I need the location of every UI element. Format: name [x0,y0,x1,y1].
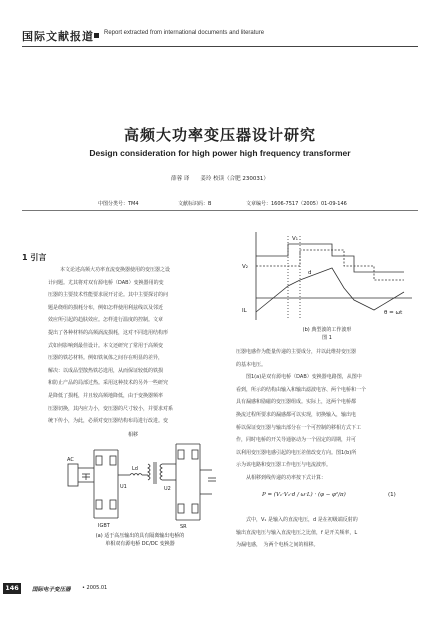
waveform-label-v1: V₁ [292,236,298,242]
caption-line: 单相双有源电桥 DC/DC 变换器 [105,541,175,547]
text-line: 具有漏感和励磁的变压器组成。实际上，这两个电桥都 [236,399,357,406]
diagram-label-u2: U2 [164,486,171,492]
text-line: 压器切换，其内应力小，变压器的尺寸较小，并要求对系 [48,405,174,412]
diagram-label-phase: 相移 [128,432,139,438]
diagram-label-ac: AC [67,457,74,463]
text-line: 换流过程所要求的漏感都可以实现，切换输入，输出电 [236,411,357,418]
text-line: 为漏电感， 为两个电桥之间的相移。 [236,542,319,549]
header-divider [22,46,418,47]
formula: P = (V₁·V₂·d / ω·L) · (φ − φ²/π) [262,492,346,498]
journal-header [22,28,418,44]
text-line: 题是绕组的损耗分布，例如怎样使用利兹线以及邻近 [48,304,164,311]
diagram-label-igbt: IGBT [98,523,110,529]
waveform-v2 [256,250,404,280]
waveform-label-il: IL [242,308,247,314]
switch-7 [178,504,184,513]
formula-number: (1) [388,492,396,498]
diagram-label-ld: Ld [132,466,138,472]
switch-8 [192,504,198,513]
inductor-ld [130,474,142,476]
text-line: 式如何影响到最佳设计。本文还研究了常用于高频变 [48,342,164,349]
section-title: 1 引言 [22,253,47,262]
diagram-label-sr: SR [180,524,187,530]
text-line: 以利用变压器电感引起的电压差值改变方向。图1(b)所 [236,449,357,456]
text-line: 本文论述高频大功率直流变换器使用的变压器之设 [60,267,171,273]
figure-caption-b [252,326,402,342]
class-number: 中图分类号：TM4 [98,201,139,207]
text-line: 作，同时电桥的开关导通驱动为一个固定的周期，并可 [236,437,357,444]
diagram-label-u1: U1 [120,484,127,490]
text-line: 压器的铁芯材料。例如铁氧体之间存在明显的差异， [48,355,164,362]
ac-source-box [68,464,78,486]
right-column-text [236,346,426,485]
authors: 薛蓉 译 姜玲 校读（合肥 230031） [171,176,269,182]
text-line: 解决：以成品型散热铁芯选用，从而保证较低的铁损 [48,367,164,374]
document-code: 文献标识码：B [178,201,212,207]
switch-2 [110,456,116,465]
text-line: 是降低了损耗，并且较高频地降低，由于变换器频率 [48,392,164,399]
text-line: 计问题。尤其将对双有源电桥（DAB）变换器用的变 [48,279,164,286]
text-line: 压器电感作为能量传递的主要成分，并以此维持变压器 [236,349,357,355]
footer-journal: 国际电子变压器 [32,587,71,593]
switch-4 [110,500,116,509]
text-line: 的基本电压。 [236,361,267,368]
article-title-en: Design consideration for high power high frequency transformer [89,148,351,158]
left-column-text [48,264,216,428]
text-line: 从相移到线传递的功率按下式计算： [246,474,327,481]
waveform-label-theta: θ = ωt [384,310,403,316]
transformer-primary [148,464,150,480]
caption-line: (a) 适于高压输出的具有隔离输出电桥的 [95,533,185,539]
transformer-secondary [160,464,162,480]
text-line: 输出直流电压与输入直流电压之比值，f 是开关频率，L [236,529,358,536]
formula-explanation [236,514,426,552]
waveform-v1 [256,244,404,272]
page-number: 146 [3,583,21,594]
text-line: 桥以保证变压器与输出部分在一个可控制的移相方式下工 [236,424,362,431]
waveform-il [256,268,404,312]
switch-5 [178,450,184,459]
text-line: 看到，所示的结构由输入和输出滤波电容、两个电桥和一个 [236,386,367,393]
caption-line: 图 1 [322,335,332,341]
text-line: 统下传小，为此，必须对变压器结构布局进行改进。变 [48,418,169,425]
caption-line: (b) 典型波的工作波形 [302,327,352,333]
text-line: 压器的主要技术性能要求展开讨论。其中主要探讨的问 [48,292,169,299]
figure-caption-a [50,532,230,548]
article-title-cn: 高频大功率变压器设计研究 [123,126,316,144]
circuit-diagram [60,430,220,530]
text-line: 示为该电路和变压器工作电压与电流波形。 [236,462,332,469]
footer-year: • 2005.01 [82,585,108,591]
article-number: 文章编号：1606-7517（2005）01-09-146 [246,201,347,207]
square-bullet-icon [94,33,99,38]
text-line: 提出了各种材料的高频涡流损耗，这对不同选用结构形 [48,329,169,336]
waveform-diagram [234,228,424,324]
switch-1 [96,456,102,465]
text-line: 图1(a)是双有源电桥（DAB）变换器电路图，从图中 [246,374,362,381]
journal-brand: 国际文献报道 [22,30,94,43]
switch-6 [192,450,198,459]
text-line: 式中，V₁ 是输入的直流电压，d 是在初级端反射的 [246,517,358,523]
journal-subtitle: Report extracted from international documents and literature [104,30,265,36]
text-line: 和防止产品的局部过热。采用这种技术的另外一些研究 [48,380,169,387]
waveform-label-d: d [308,270,312,276]
text-line: 效应所引起的趋肤效应。怎样进行温度的控制。文章 [48,317,164,324]
switch-3 [96,500,102,509]
meta-divider [22,210,418,211]
waveform-label-v2: V₂ [242,264,248,270]
page-footer [0,583,440,595]
